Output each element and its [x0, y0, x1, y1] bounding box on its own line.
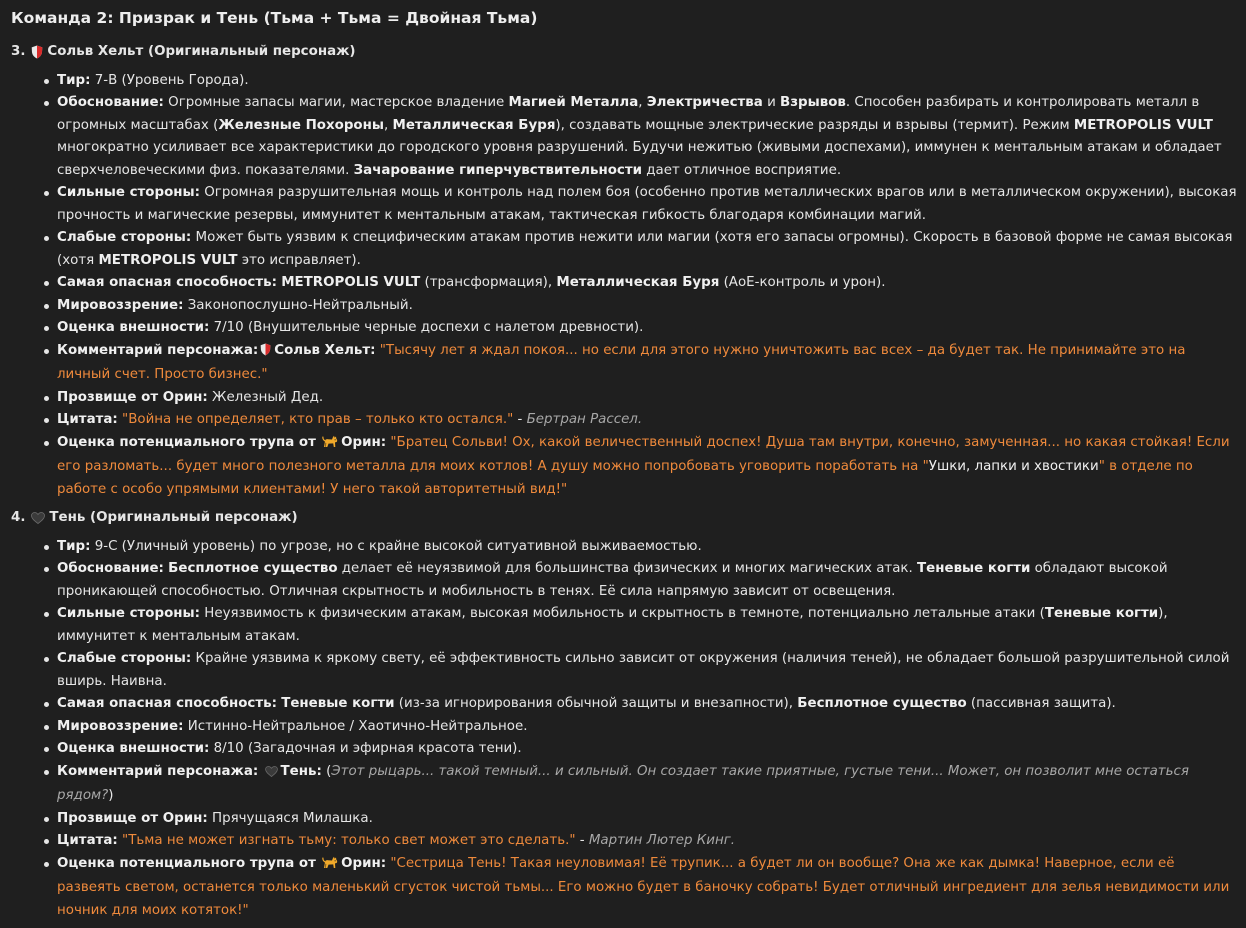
list-item-tier: Тир: 7-B (Уровень Города).	[57, 70, 1237, 93]
list-number: 4.	[11, 510, 26, 525]
list-item-nickname: Прозвище от Орин: Железный Дед.	[57, 387, 1237, 410]
list-item-weaknesses: Слабые стороны: Крайне уязвима к яркому свету, её эффективность сильно зависит от окружения (наличия теней), не обладает большой разрушительной силой вширь. Наивна.	[57, 648, 1237, 693]
document	[11, 6, 1237, 928]
list-item-orin-rating: Оценка потенциального трупа от Орин: "Братец Сольви! Ох, какой величественный доспех! Душа там внутри, конечно, замученная... но какая стойкая! Если его разломать... будет много полезного металла для моих котлов! А душу можно попробовать уговорить поработать на "Ушки, лапки и хвостики" в отделе по работе с особо упрямыми клиентами! У него такой авторитетный вид!"	[57, 432, 1237, 502]
list-item-alignment: Мировоззрение: Истинно-Нейтральное / Хаотично-Нейтральное.	[57, 716, 1237, 739]
black-heart-icon	[265, 763, 278, 786]
character-name: Тень (Оригинальный персонаж)	[49, 510, 298, 525]
character-title-ten	[11, 507, 1237, 530]
shield-icon	[260, 342, 271, 365]
team-heading: Команда 2: Призрак и Тень (Тьма + Тьма = Двойная Тьма)	[11, 9, 538, 27]
list-item-quote: Цитата: "Война не определяет, кто прав – только кто остался." - Бертран Рассел.	[57, 409, 1237, 432]
black-heart-icon	[31, 512, 45, 524]
list-item-appearance: Оценка внешности: 7/10 (Внушительные черные доспехи с налетом древности).	[57, 317, 1237, 340]
list-item-dangerous-ability: Самая опасная способность: Теневые когти (из-за игнорирования обычной защиты и внезапности), Бесплотное существо (пассивная защита).	[57, 693, 1237, 716]
character-properties	[11, 70, 1237, 502]
character-name: Сольв Хельт (Оригинальный персонаж)	[47, 44, 356, 59]
character-properties	[11, 536, 1237, 923]
cat-icon	[322, 434, 338, 457]
list-item-orin-rating: Оценка потенциального трупа от Орин: "Сестрица Тень! Такая неуловимая! Её трупик... а будет ли он вообще? Она же как дымка! Наверное, если её развеять светом, останется только маленький сгусток чистой тьмы... Его можно будет в баночку собрать! Будет отличный ингредиент для зелья невидимости или ночник для моих котяток!"	[57, 853, 1237, 923]
list-item-quote: Цитата: "Тьма не может изгнать тьму: только свет может это сделать." - Мартин Лютер Кинг.	[57, 830, 1237, 853]
shield-icon	[31, 45, 43, 59]
list-item-appearance: Оценка внешности: 8/10 (Загадочная и эфирная красота тени).	[57, 738, 1237, 761]
list-item-nickname: Прозвище от Орин: Прячущаяся Милашка.	[57, 808, 1237, 831]
cat-icon	[322, 855, 338, 878]
character-title-solv	[11, 41, 1237, 64]
list-number: 3.	[11, 44, 26, 59]
list-item-justification: Обоснование: Огромные запасы магии, мастерское владение Магией Металла, Электричества и Взрывов. Способен разбирать и контролировать металл в огромных масштабах (Железные Похороны, Металлическая Буря), создавать мощные электрические разряды и взрывы (термит). Режим METROPOLIS VULT многократно усиливает все характеристики до городского уровня разрушений. Будучи нежитью (живыми доспехами), иммунен к ментальным атакам и обладает сверхчеловеческими физ. показателями. Зачарование гиперчувствительности дает отличное восприятие.	[57, 92, 1237, 182]
list-item-character-comment: Комментарий персонажа: Сольв Хельт: "Тысячу лет я ждал покоя... но если для этого нужно уничтожить вас всех – да будет так. Не принимайте это на личный счет. Просто бизнес."	[57, 340, 1237, 387]
list-item-dangerous-ability: Самая опасная способность: METROPOLIS VULT (трансформация), Металлическая Буря (АоЕ-контроль и урон).	[57, 272, 1237, 295]
list-item-justification: Обоснование: Бесплотное существо делает её неуязвимой для большинства физических и многих магических атак. Теневые когти обладают высокой проникающей способностью. Отличная скрытность и мобильность в тенях. Её сила напрямую зависит от освещения.	[57, 558, 1237, 603]
list-item-alignment: Мировоззрение: Законопослушно-Нейтральный.	[57, 295, 1237, 318]
list-item-weaknesses: Слабые стороны: Может быть уязвим к специфическим атакам против нежити или магии (хотя его запасы огромны). Скорость в базовой форме не самая высокая (хотя METROPOLIS VULT это исправляет).	[57, 227, 1237, 272]
list-item-strengths: Сильные стороны: Огромная разрушительная мощь и контроль над полем боя (особенно против металлических врагов или в металлическом окружении), высокая прочность и магические резервы, иммунитет к ментальным атакам, тактическая гибкость благодаря комбинации магий.	[57, 182, 1237, 227]
list-item-tier: Тир: 9-C (Уличный уровень) по угрозе, но с крайне высокой ситуативной выживаемостью.	[57, 536, 1237, 559]
list-item-strengths: Сильные стороны: Неуязвимость к физическим атакам, высокая мобильность и скрытность в темноте, потенциально летальные атаки (Теневые когти), иммунитет к ментальным атакам.	[57, 603, 1237, 648]
list-item-character-comment: Комментарий персонажа: Тень: (Этот рыцарь... такой темный... и сильный. Он создает такие приятные, густые тени... Может, он позволит мне остаться рядом?)	[57, 761, 1237, 808]
